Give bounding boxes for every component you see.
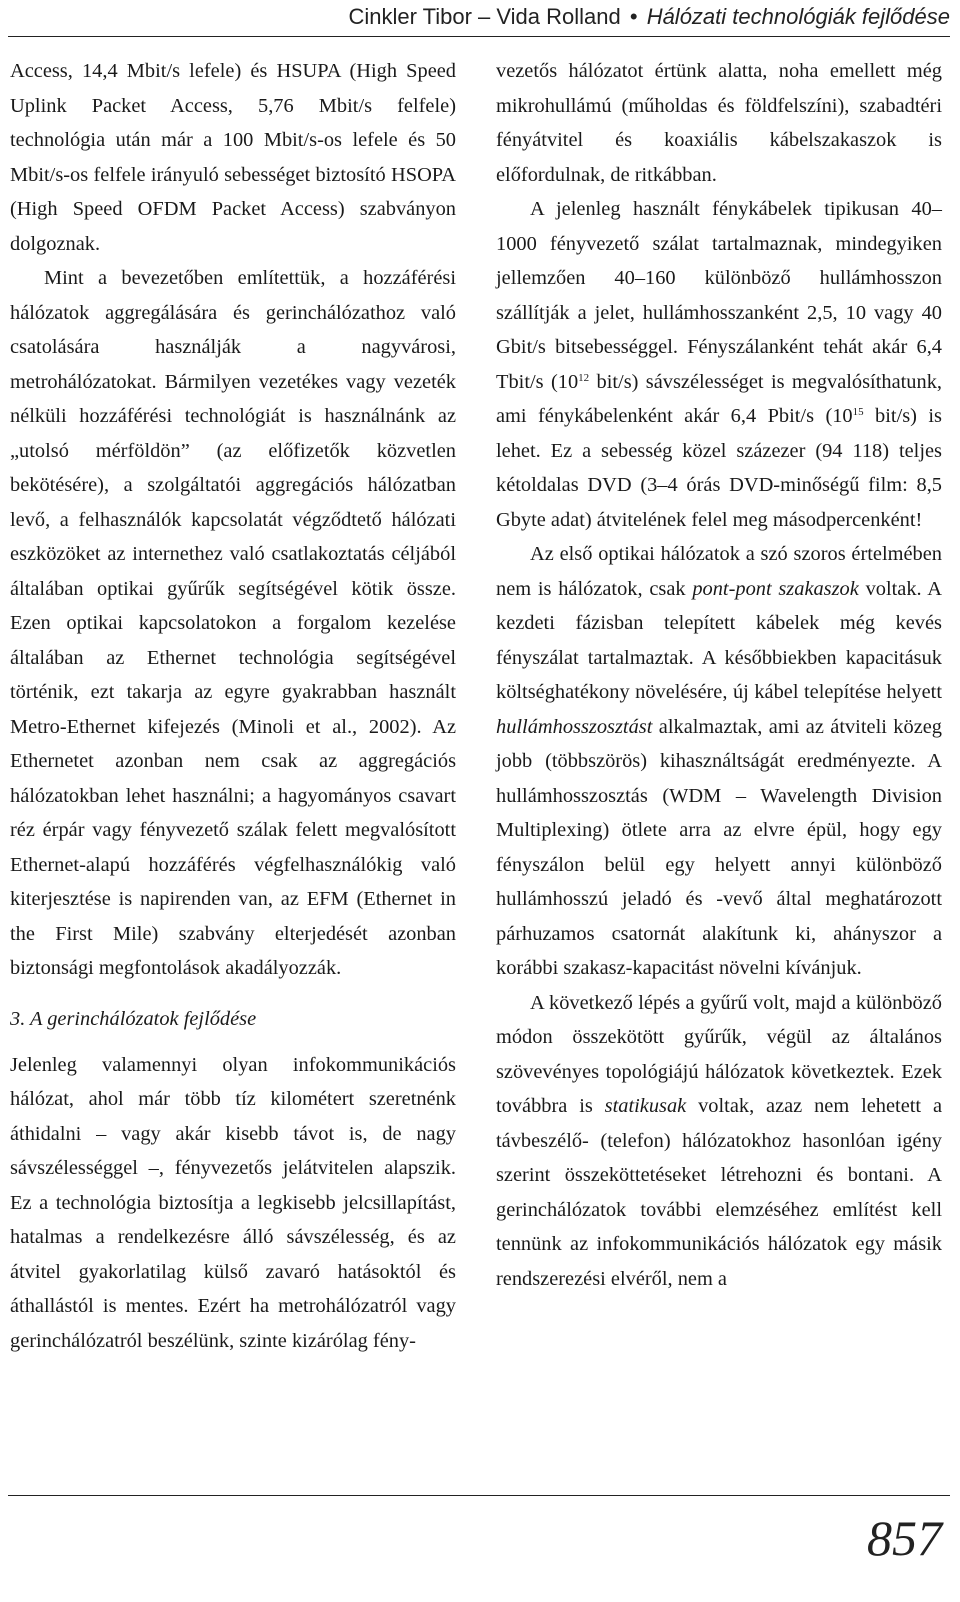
right-paragraph-1: vezetős hálózatot értünk alatta, noha emellett még mikrohullámú (műholdas és földfelszíni), szabadtéri fényátvitel és koaxiális kábelszakaszok is előfordulnak, de ritkábban. xyxy=(496,60,942,186)
left-column xyxy=(10,54,456,1358)
left-paragraph-1: Access, 14,4 Mbit/s lefele) és HSUPA (High Speed Uplink Packet Access, 5,76 Mbit/s felfele) technológia után már a 100 Mbit/s-os lefele és 50 Mbit/s-os felfele irányuló sebességet biztosító HSOPA (High Speed OFDM Packet Access) szabványon dolgoznak. xyxy=(10,60,456,255)
page-number: 857 xyxy=(867,1510,942,1566)
left-paragraph-2: Mint a bevezetőben említettük, a hozzáférési hálózatok aggregálására és gerinchálózathoz való csatolására használják a nagyvárosi, metrohálózatokat. Bármilyen vezetékes vagy vezeték nélküli hozzáférési technológiát is használnánk az „utolsó mérföldön” (az előfizetők közvetlen bekötésére), a szolgáltatói aggregációs hálózatban levő, a felhasználók kapcsolatát végződtető hálózati eszközöket az internethez való csatlakoztatás céljából általában optikai gyűrűk segítségével kötik össze. Ezen optikai kapcsolatokon a forgalom kezelése általában az Ethernet technológia segítségével történik, ezt takarja az egyre gyakrabban használt Metro-Ethernet kifejezés (Minoli et al., 2002). Az Ethernetet azonban nem csak az aggregációs hálózatokban lehet használni; a hagyományos csavart réz érpár vagy fényvezető szálak felett megvalósított Ethernet-alapú hozzáférés végfelhasználókig való kiterjesztése is napirenden van, az EFM (Ethernet in the First Mile) szabvány elterjedését azonban biztonsági megfontolások akadályozzák. xyxy=(10,267,456,979)
superscript-exponent-15: 15 xyxy=(852,406,864,418)
right-paragraph-3 xyxy=(496,537,942,986)
right-paragraph-3-text-b: voltak. A kezdeti fázisban telepített kábelek még kevés fényszálat tartalmaztak. A későbbiekben kapacitásuk költséghatékony növelésére, új kábel telepítése helyett xyxy=(496,577,942,703)
right-paragraph-4 xyxy=(496,986,942,1297)
emphasis-hullamhosszosztas: hullámhosszosztást xyxy=(496,715,653,738)
section-heading: 3. A gerinchálózatok fejlődése xyxy=(10,1007,257,1030)
running-head-title: Hálózati technológiák fejlődése xyxy=(646,4,950,29)
right-paragraph-2-text-a: A jelenleg használt fénykábelek tipikusan 40–1000 fényvezető szálat tartalmaznak, mindegyiken jellemzően 40–160 különböző hullámhosszon szállítják a jelet, hullámhosszanként 2,5, 10 vagy 40 Gbit/s bitsebességgel. Fényszálanként tehát akár 6,4 Tbit/s (10 xyxy=(496,198,942,393)
right-paragraph-3-text-a: Az első optikai hálózatok a szó szoros értelmében nem is hálózatok, csak xyxy=(496,543,942,600)
running-head xyxy=(8,0,950,37)
superscript-exponent-12: 12 xyxy=(578,371,590,384)
right-paragraph-4-text-b: voltak, azaz nem lehetett a távbeszélő- (telefon) hálózatokhoz hasonlóan igény szerint összeköttetéseket létrehozni és bontani. A gerinchálózatok további elemzéséhez említést kell tennünk az infokommunikációs hálózatok egy másik rendszerezési elvéről, nem a xyxy=(496,1095,942,1290)
right-paragraph-2-text-c: bit/s) is lehet. Ez a sebesség közel százezer (94 118) teljes kétoldalas DVD (3–4 órás DVD-minőségű film: 8,5 Gbyte adat) átvitelének felel meg másodpercenként! xyxy=(496,405,942,531)
right-paragraph-4-text-a: A következő lépés a gyűrű volt, majd a különböző módon összekötött gyűrűk, végül az általános szövevényes topológiájú hálózatok következtek. Ezek továbbra is xyxy=(496,991,942,1117)
footer-rule xyxy=(8,1495,950,1496)
left-paragraph-3: Jelenleg valamennyi olyan infokommunikációs hálózat, ahol már több tíz kilométert szeretnénk áthidalni – vagy akár kisebb távot is, de nagy sávszélességgel –, fényvezetős jelátvitelen alapszik. Ez a technológia biztosítja a legkisebb jelcsillapítást, hatalmas a rendelkezésre álló sávszélesség, és az átvitel gyakorlatilag külső zavaró hatásoktól és áthallástól is mentes. Ezért ha metrohálózatról vagy gerinchálózatról beszélünk, szinte kizárólag fény- xyxy=(10,1053,456,1352)
running-head-separator: • xyxy=(629,4,638,29)
emphasis-statikusak: statikusak xyxy=(604,1095,687,1117)
right-column xyxy=(496,54,942,1296)
right-paragraph-2-text-b: bit/s) sávszélességet is megvalósíthatunk, ami fénykábelenként akár 6,4 Pbit/s (10 xyxy=(496,370,942,427)
right-paragraph-2 xyxy=(496,192,942,537)
running-head-authors: Cinkler Tibor – Vida Rolland xyxy=(348,4,621,29)
emphasis-pont-pont: pont-pont szakaszok xyxy=(692,577,859,600)
right-paragraph-3-text-c: alkalmaztak, ami az átviteli közeg jobb (többszörös) kihasználtságát eredményezte. A hullámhosszosztás (WDM – Wavelength Division Multiplexing) ötlete arra az elvre épül, hogy egy fényszálon belül egy helyett annyi különböző hullámhosszú jeladó és -vevő által meghatározott párhuzamos csatornát alakítunk ki, ahányszor a korábbi szakasz-kapacitást növelni kívánjuk. xyxy=(496,715,942,979)
